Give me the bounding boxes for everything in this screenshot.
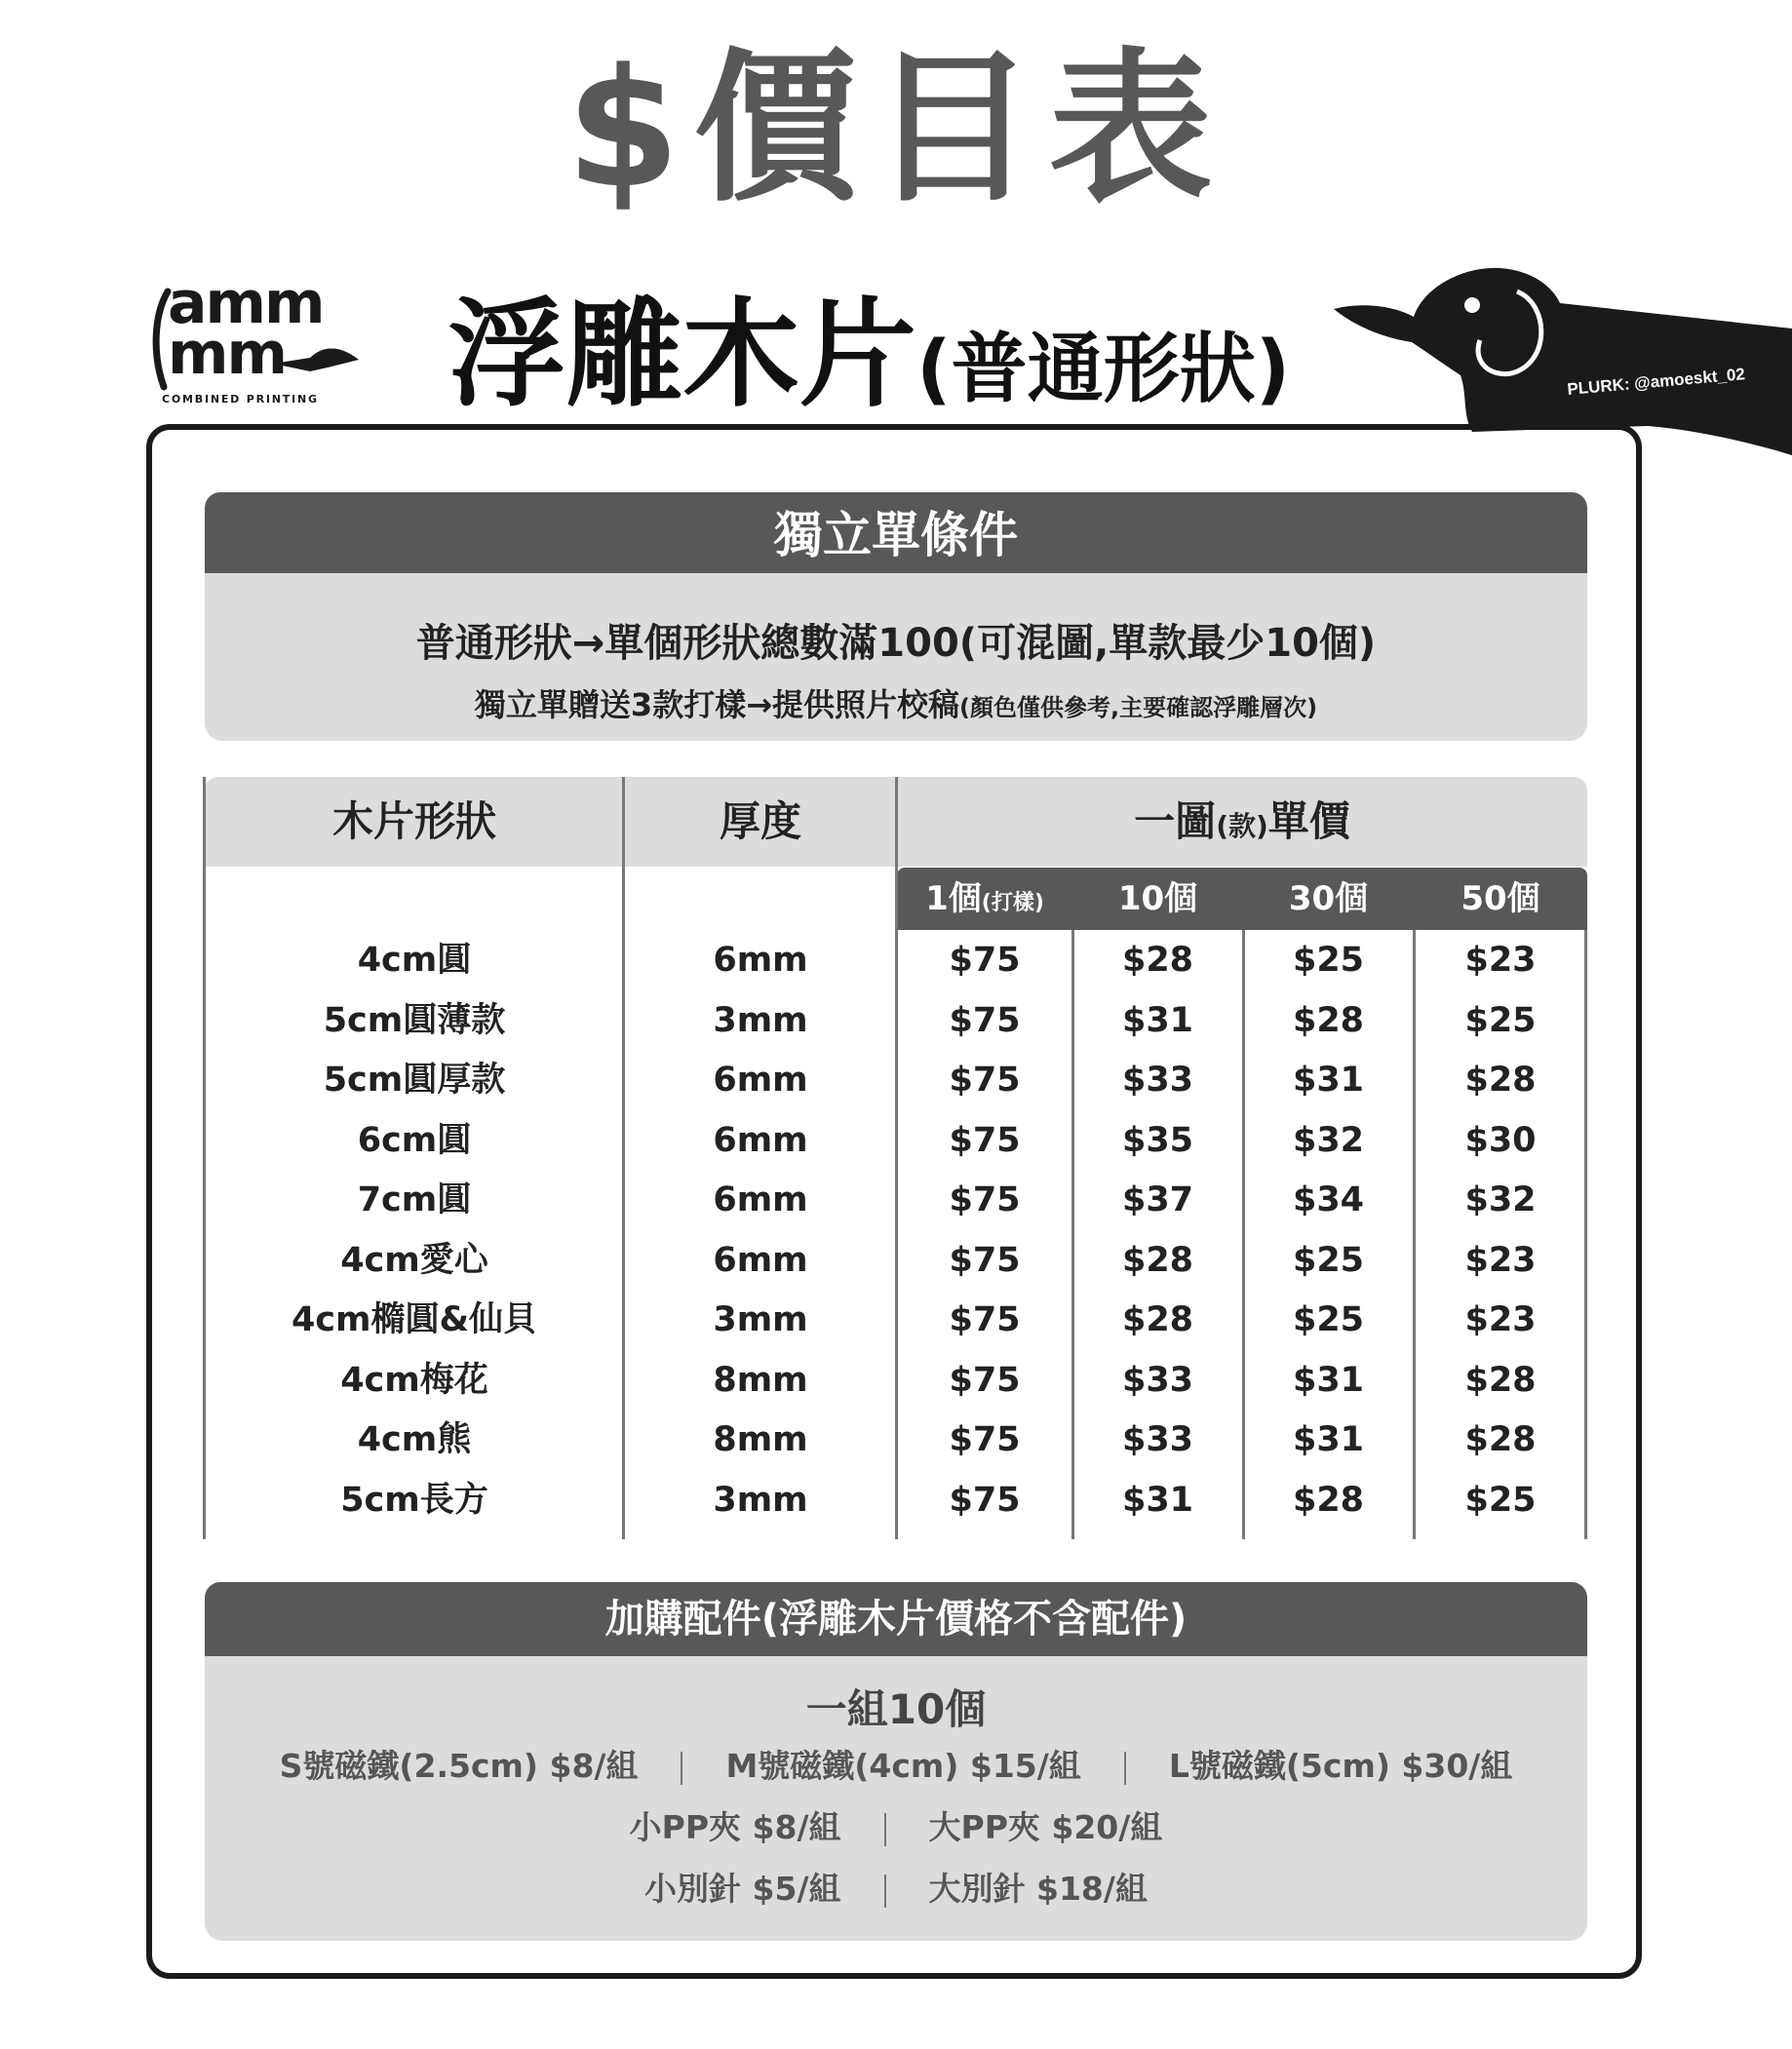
- accessories-subtitle: 一組10個: [805, 1685, 987, 1733]
- accessories-box: [205, 1656, 1587, 1941]
- section1-box: [205, 573, 1587, 741]
- cell-price-50: $25: [1464, 1000, 1537, 1040]
- cell-shape: 5cm長方: [340, 1480, 488, 1520]
- accessory-item: 小PP夾 $8/組: [629, 1808, 841, 1846]
- cell-price-50: $23: [1464, 941, 1537, 980]
- col-header-price-c: 單價: [1267, 797, 1350, 845]
- accessory-item: 大PP夾 $20/組: [928, 1808, 1163, 1846]
- cell-price-1: $75: [949, 1061, 1021, 1100]
- page-title: $價目表: [565, 33, 1227, 224]
- cell-price-50: $28: [1464, 1360, 1537, 1400]
- cell-price-30: $25: [1292, 941, 1365, 980]
- col-header-unit-price: [897, 777, 1587, 867]
- cell-shape: 4cm圓: [357, 941, 472, 980]
- cell-price-1: $75: [949, 1300, 1021, 1339]
- cell-shape: 4cm熊: [357, 1420, 472, 1459]
- cell-price-10: $28: [1121, 1240, 1194, 1280]
- col-header-price-b: (款): [1216, 810, 1268, 842]
- accessories-row-clips: [205, 1802, 1587, 1848]
- cell-price-50: $23: [1464, 1300, 1537, 1339]
- qty-header-30: 30個: [1288, 879, 1369, 918]
- cell-price-10: $28: [1121, 1300, 1194, 1339]
- cell-thickness: 8mm: [713, 1360, 808, 1400]
- logo-subtitle: COMBINED PRINTING: [162, 393, 319, 406]
- cell-price-10: $33: [1121, 1061, 1194, 1100]
- cell-shape: 4cm愛心: [340, 1240, 488, 1280]
- cell-shape: 4cm梅花: [340, 1360, 488, 1400]
- cell-price-30: $31: [1292, 1420, 1365, 1459]
- section1-header: 獨立單條件: [205, 492, 1587, 578]
- plurk-handle: PLURK: @amoeskt_02: [1566, 365, 1746, 399]
- section1-line2-main: 獨立單贈送3款打樣→提供照片校稿: [474, 686, 960, 723]
- cell-price-50: $28: [1464, 1420, 1537, 1459]
- accessory-item: 大別針 $18/組: [928, 1870, 1148, 1908]
- product-title: [448, 288, 1291, 423]
- cell-price-10: $35: [1121, 1120, 1194, 1160]
- cell-price-50: $25: [1464, 1480, 1537, 1520]
- cell-shape: 4cm橢圓&仙貝: [291, 1300, 538, 1339]
- cell-price-1: $75: [949, 941, 1021, 980]
- accessory-item: 小別針 $5/組: [644, 1870, 841, 1908]
- cell-price-30: $28: [1292, 1000, 1365, 1040]
- col-header-thickness: 厚度: [624, 777, 897, 867]
- cell-price-1: $75: [949, 1240, 1021, 1280]
- cell-price-50: $32: [1464, 1180, 1537, 1219]
- logo-dog-icon: [271, 338, 361, 377]
- product-title-sub: (普通形狀): [916, 326, 1291, 413]
- accessory-item: L號磁鐵(5cm) $30/組: [1168, 1747, 1513, 1785]
- section2-header: 加購配件(浮雕木片價格不含配件): [205, 1582, 1587, 1656]
- brand-logo: [146, 269, 361, 409]
- cell-thickness: 3mm: [713, 1480, 808, 1520]
- cell-thickness: 3mm: [713, 1300, 808, 1339]
- qty-header-10: 10個: [1117, 879, 1198, 918]
- separator: [681, 1752, 682, 1785]
- cell-thickness: 6mm: [713, 941, 808, 980]
- section1-line2-note: (顏色僅供參考,主要確認浮雕層次): [959, 694, 1318, 721]
- separator: [884, 1875, 886, 1908]
- section1-line1: 普通形狀→單個形狀總數滿100(可混圖,單款最少10個): [415, 621, 1377, 666]
- cell-thickness: 6mm: [713, 1180, 808, 1219]
- separator: [1124, 1752, 1126, 1785]
- cell-price-50: $30: [1464, 1120, 1537, 1160]
- cell-price-1: $75: [949, 1480, 1021, 1520]
- cell-thickness: 8mm: [713, 1420, 808, 1459]
- cell-price-10: $31: [1121, 1480, 1194, 1520]
- qty-header-50: 50個: [1461, 879, 1540, 918]
- cell-thickness: 6mm: [713, 1120, 808, 1160]
- cell-shape: 5cm圓厚款: [323, 1061, 506, 1100]
- cell-price-1: $75: [949, 1000, 1021, 1040]
- cell-price-10: $28: [1121, 941, 1194, 980]
- cell-price-1: $75: [949, 1180, 1021, 1219]
- cell-price-30: $28: [1292, 1480, 1365, 1520]
- logo-text-line1: amm: [168, 269, 324, 337]
- qty-subheader: [897, 868, 1587, 930]
- qty-header-1-note: (打樣): [981, 891, 1044, 915]
- cell-thickness: 6mm: [713, 1061, 808, 1100]
- cell-shape: 7cm圓: [357, 1180, 472, 1219]
- qty-header-1: [897, 868, 1072, 930]
- cell-shape: 6cm圓: [357, 1120, 472, 1160]
- cell-price-1: $75: [949, 1120, 1021, 1160]
- cell-price-30: $31: [1292, 1360, 1365, 1400]
- cell-thickness: 6mm: [713, 1240, 808, 1280]
- cell-price-1: $75: [949, 1360, 1021, 1400]
- col-header-price-a: 一圖: [1134, 797, 1217, 845]
- section1-line2: [205, 680, 1587, 725]
- cell-price-10: $33: [1121, 1360, 1194, 1400]
- cell-price-30: $25: [1292, 1240, 1365, 1280]
- cell-price-10: $37: [1121, 1180, 1194, 1219]
- cell-price-1: $75: [949, 1420, 1021, 1459]
- cell-price-30: $34: [1292, 1180, 1365, 1219]
- cell-price-50: $28: [1464, 1061, 1537, 1100]
- accessory-item: S號磁鐵(2.5cm) $8/組: [279, 1747, 639, 1785]
- cell-price-10: $33: [1121, 1420, 1194, 1459]
- cell-price-30: $32: [1292, 1120, 1365, 1160]
- accessories-row-pins: [205, 1864, 1587, 1910]
- cell-shape: 5cm圓薄款: [323, 1000, 506, 1040]
- qty-header-1-main: 1個: [925, 879, 982, 918]
- product-title-main: 浮雕木片: [448, 288, 916, 423]
- accessory-item: M號磁鐵(4cm) $15/組: [725, 1747, 1081, 1785]
- col-header-shape: 木片形狀: [205, 777, 624, 867]
- cell-price-50: $23: [1464, 1240, 1537, 1280]
- cell-price-30: $31: [1292, 1061, 1365, 1100]
- separator: [884, 1813, 886, 1846]
- cell-price-30: $25: [1292, 1300, 1365, 1339]
- accessories-row-magnets: [205, 1741, 1587, 1787]
- cell-price-10: $31: [1121, 1000, 1194, 1040]
- cell-thickness: 3mm: [713, 1000, 808, 1040]
- logo-text-line2: mm: [168, 320, 287, 388]
